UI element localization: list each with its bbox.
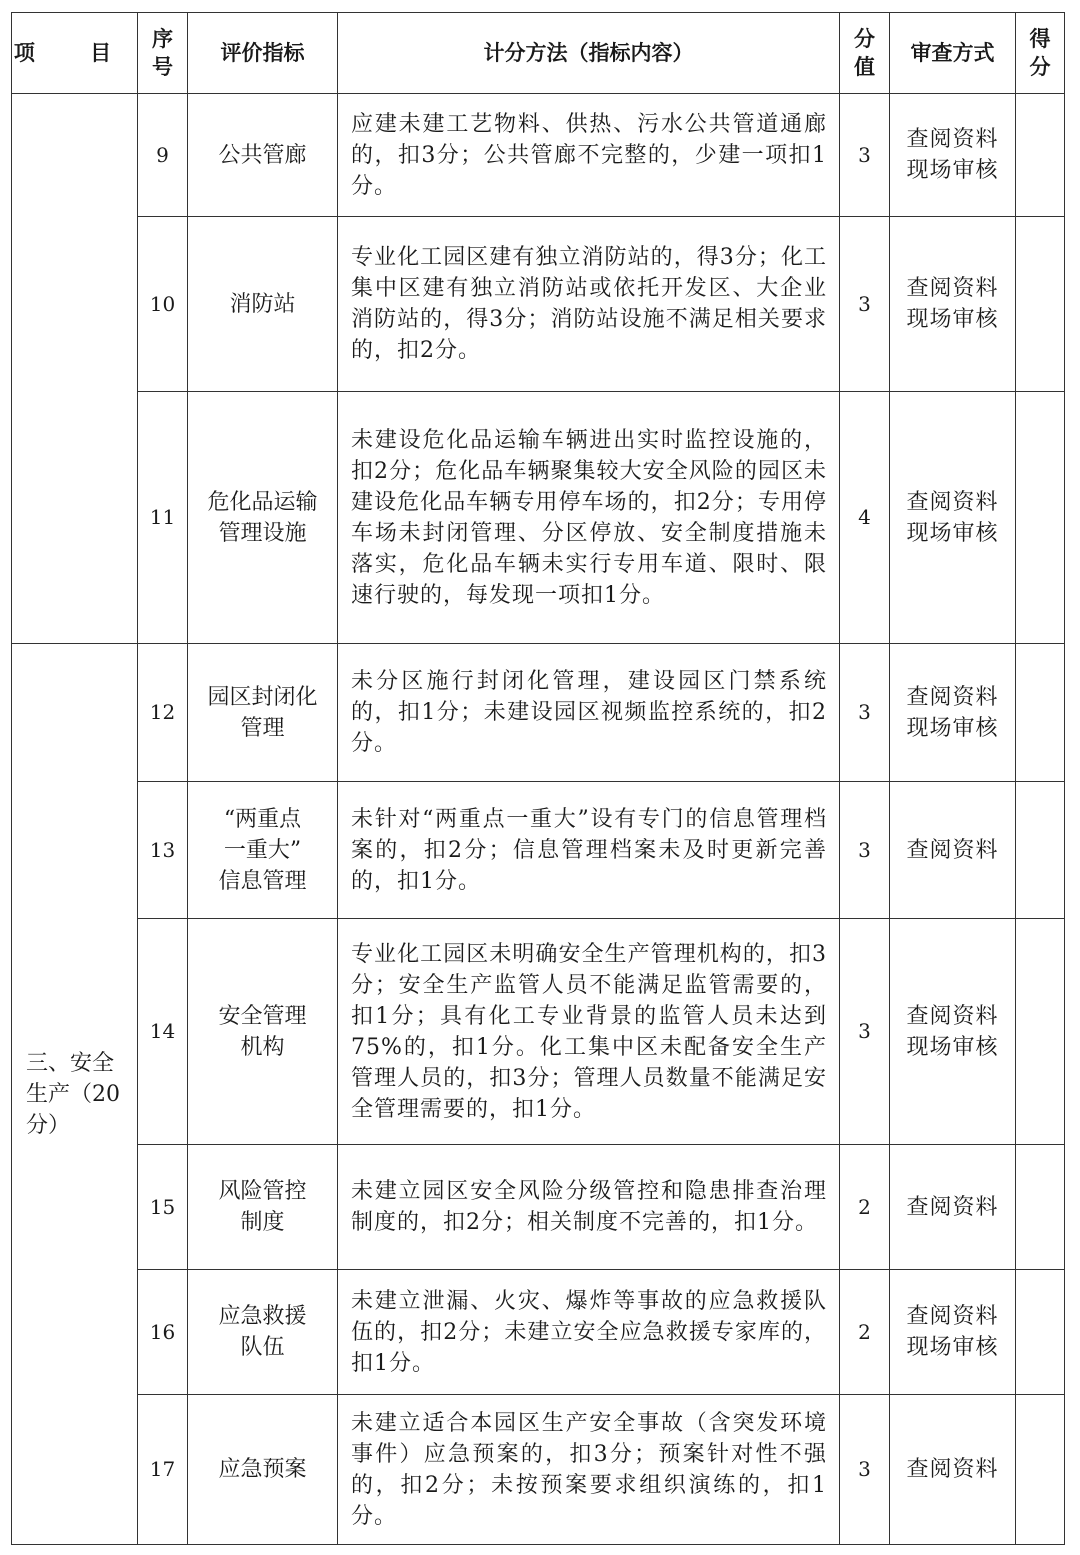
row-review: 查阅资料 <box>890 1395 1016 1545</box>
header-review: 审查方式 <box>890 13 1016 94</box>
header-row <box>12 13 1065 94</box>
header-method: 计分方法（指标内容） <box>338 13 840 94</box>
row-score: 3 <box>840 1395 890 1545</box>
table-row <box>12 1145 1065 1270</box>
row-got <box>1016 1145 1065 1270</box>
row-indicator: 公共管廊 <box>188 94 338 217</box>
row-score: 3 <box>840 782 890 919</box>
row-method: 未建立泄漏、火灾、爆炸等事故的应急救援队伍的，扣2分；未建立安全应急救援专家库的，扣1分。 <box>338 1270 840 1395</box>
header-item: 项 目 <box>12 13 138 94</box>
row-got <box>1016 1270 1065 1395</box>
row-num: 12 <box>138 644 188 782</box>
row-num: 9 <box>138 94 188 217</box>
row-score: 4 <box>840 392 890 644</box>
row-review: 查阅资料 现场审核 <box>890 1270 1016 1395</box>
row-score: 3 <box>840 217 890 392</box>
row-score: 2 <box>840 1145 890 1270</box>
row-got <box>1016 392 1065 644</box>
row-indicator: “两重点 一重大” 信息管理 <box>188 782 338 919</box>
table-row <box>12 1395 1065 1545</box>
row-num: 17 <box>138 1395 188 1545</box>
row-indicator: 应急预案 <box>188 1395 338 1545</box>
row-method: 未建立适合本园区生产安全事故（含突发环境事件）应急预案的，扣3分；预案针对性不强的，扣2分；未按预案要求组织演练的，扣1分。 <box>338 1395 840 1545</box>
row-method: 未建立园区安全风险分级管控和隐患排查治理制度的，扣2分；相关制度不完善的，扣1分。 <box>338 1145 840 1270</box>
row-score: 3 <box>840 919 890 1145</box>
header-got: 得 分 <box>1016 13 1065 94</box>
row-num: 14 <box>138 919 188 1145</box>
row-method: 未建设危化品运输车辆进出实时监控设施的，扣2分；危化品车辆聚集较大安全风险的园区未建设危化品车辆专用停车场的，扣2分；专用停车场未封闭管理、分区停放、安全制度措施未落实，危化品车辆未实行专用车道、限时、限速行驶的，每发现一项扣1分。 <box>338 392 840 644</box>
row-indicator: 应急救援 队伍 <box>188 1270 338 1395</box>
section-cell-infrastructure <box>12 94 138 644</box>
row-review: 查阅资料 现场审核 <box>890 94 1016 217</box>
row-review: 查阅资料 现场审核 <box>890 217 1016 392</box>
row-got <box>1016 1395 1065 1545</box>
row-method: 专业化工园区建有独立消防站的，得3分；化工集中区建有独立消防站或依托开发区、大企业消防站的，得3分；消防站设施不满足相关要求的，扣2分。 <box>338 217 840 392</box>
table-row <box>12 919 1065 1145</box>
row-num: 16 <box>138 1270 188 1395</box>
row-num: 15 <box>138 1145 188 1270</box>
row-review: 查阅资料 现场审核 <box>890 919 1016 1145</box>
scoring-table <box>11 12 1065 1545</box>
row-method: 应建未建工艺物料、供热、污水公共管道通廊的，扣3分；公共管廊不完整的，少建一项扣1分。 <box>338 94 840 217</box>
row-review: 查阅资料 <box>890 1145 1016 1270</box>
row-indicator: 消防站 <box>188 217 338 392</box>
row-score: 3 <box>840 94 890 217</box>
row-got <box>1016 919 1065 1145</box>
row-got <box>1016 782 1065 919</box>
row-num: 10 <box>138 217 188 392</box>
table-row <box>12 94 1065 217</box>
table-row <box>12 1270 1065 1395</box>
row-got <box>1016 644 1065 782</box>
row-num: 13 <box>138 782 188 919</box>
row-num: 11 <box>138 392 188 644</box>
row-indicator: 园区封闭化 管理 <box>188 644 338 782</box>
section-cell-safety: 三、安全 生产（20 分） <box>12 644 138 1545</box>
row-got <box>1016 217 1065 392</box>
table-row <box>12 644 1065 782</box>
row-indicator: 风险管控 制度 <box>188 1145 338 1270</box>
row-score: 3 <box>840 644 890 782</box>
row-method: 未分区施行封闭化管理，建设园区门禁系统的，扣1分；未建设园区视频监控系统的，扣2分。 <box>338 644 840 782</box>
header-score: 分 值 <box>840 13 890 94</box>
row-method: 专业化工园区未明确安全生产管理机构的，扣3分；安全生产监管人员不能满足监管需要的，扣1分；具有化工专业背景的监管人员未达到75%的，扣1分。化工集中区未配备安全生产管理人员的，扣3分；管理人员数量不能满足安全管理需要的，扣1分。 <box>338 919 840 1145</box>
header-seq: 序 号 <box>138 13 188 94</box>
row-review: 查阅资料 现场审核 <box>890 392 1016 644</box>
table-row <box>12 782 1065 919</box>
row-method: 未针对“两重点一重大”设有专门的信息管理档案的，扣2分；信息管理档案未及时更新完善的，扣1分。 <box>338 782 840 919</box>
row-score: 2 <box>840 1270 890 1395</box>
header-indicator: 评价指标 <box>188 13 338 94</box>
row-indicator: 安全管理 机构 <box>188 919 338 1145</box>
row-review: 查阅资料 <box>890 782 1016 919</box>
row-got <box>1016 94 1065 217</box>
table-row <box>12 392 1065 644</box>
table-row <box>12 217 1065 392</box>
row-indicator: 危化品运输 管理设施 <box>188 392 338 644</box>
row-review: 查阅资料 现场审核 <box>890 644 1016 782</box>
